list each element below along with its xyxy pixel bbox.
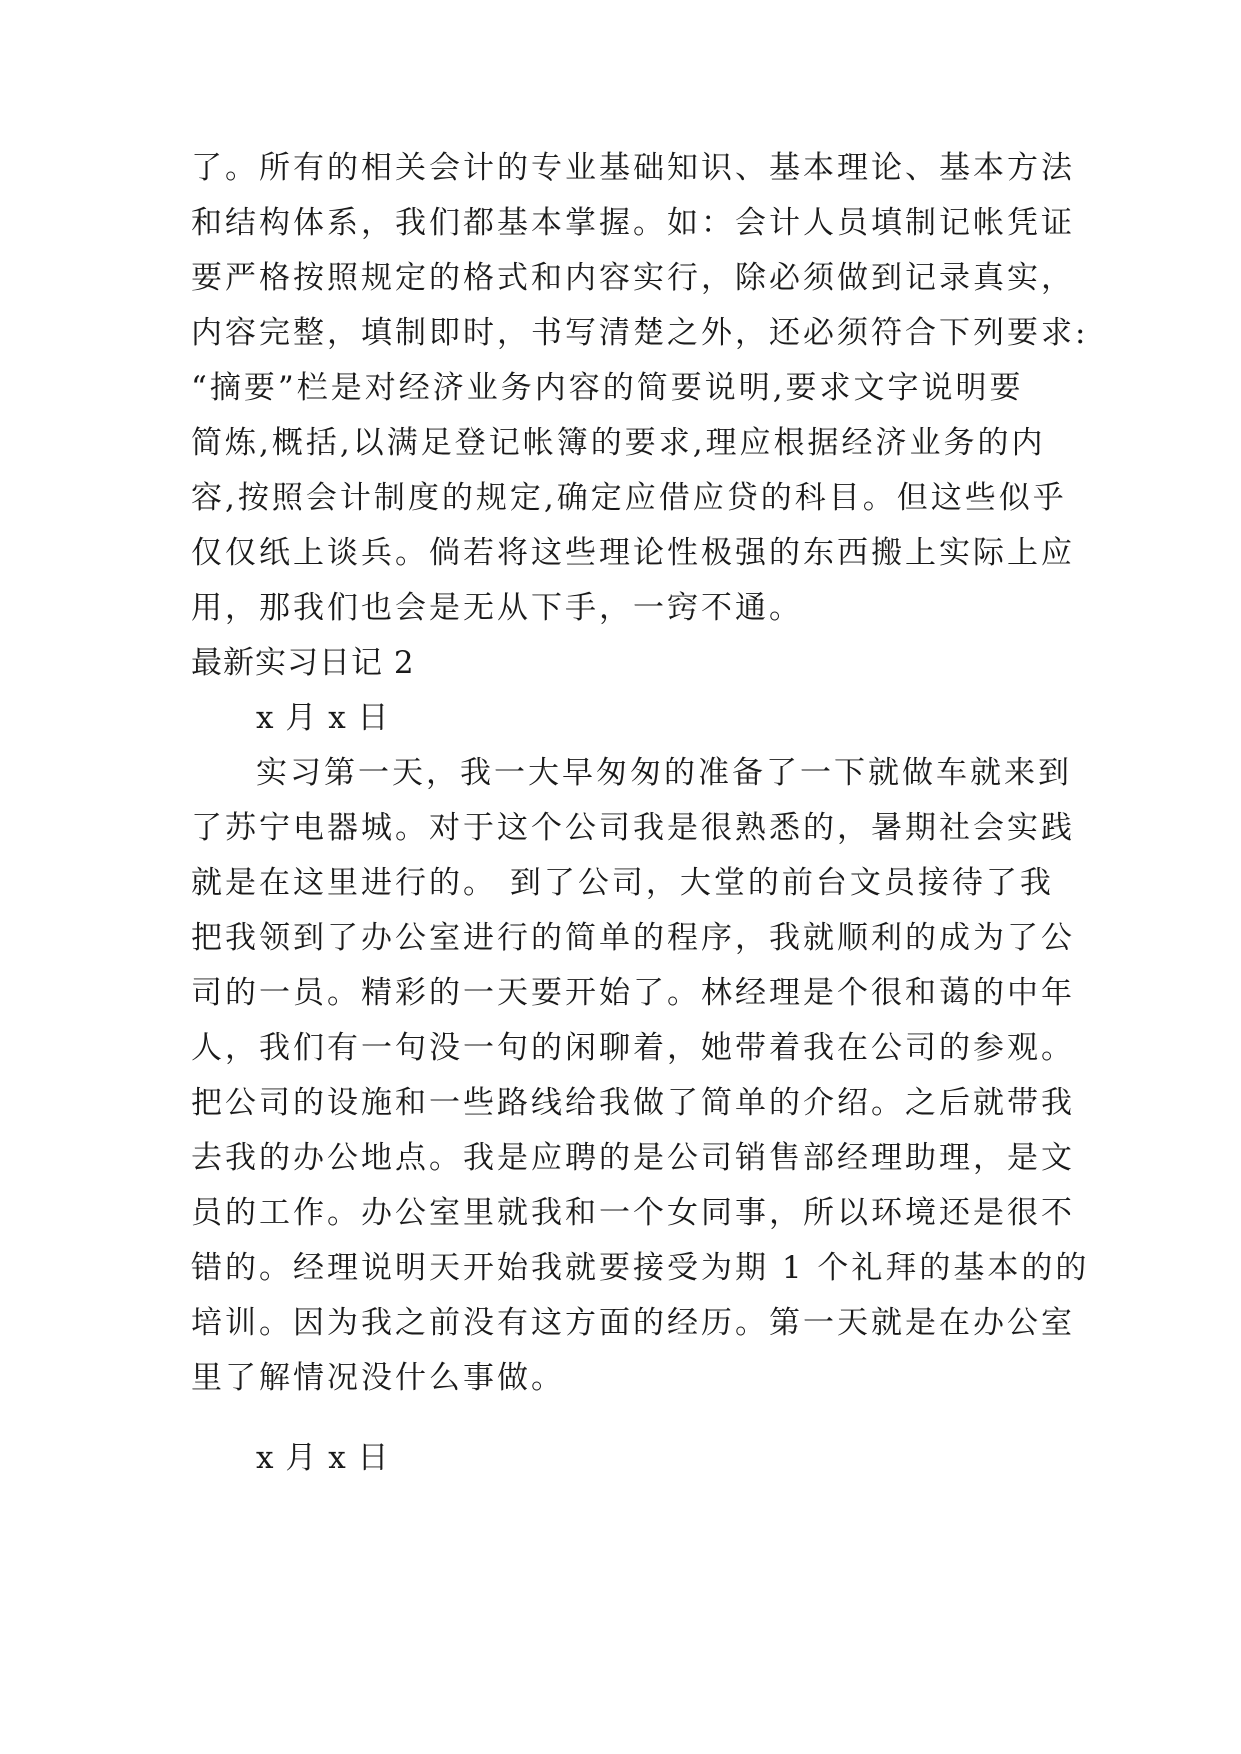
paragraph-line: 司的一员。精彩的一天要开始了。林经理是个很和蔼的中年 bbox=[191, 975, 1075, 1011]
paragraph-line: 去我的办公地点。我是应聘的是公司销售部经理助理，是文 bbox=[191, 1140, 1075, 1176]
paragraph-line: 培训。因为我之前没有这方面的经历。第一天就是在办公室 bbox=[191, 1305, 1075, 1341]
paragraph-line: 和结构体系，我们都基本掌握。如：会计人员填制记帐凭证 bbox=[191, 205, 1075, 241]
paragraph-line: 就是在这里进行的。 到了公司，大堂的前台文员接待了我 bbox=[191, 865, 1054, 901]
paragraph-line: 要严格按照规定的格式和内容实行，除必须做到记录真实， bbox=[191, 260, 1075, 296]
paragraph-line: 内容完整，填制即时，书写清楚之外，还必须符合下列要求: bbox=[191, 315, 1089, 351]
paragraph-line: 人，我们有一句没一句的闲聊着，她带着我在公司的参观。 bbox=[191, 1030, 1075, 1066]
paragraph-line: 用，那我们也会是无从下手，一窍不通。 bbox=[191, 590, 803, 626]
paragraph-line: 了苏宁电器城。对于这个公司我是很熟悉的，暑期社会实践 bbox=[191, 810, 1075, 846]
paragraph-line: 员的工作。办公室里就我和一个女同事，所以环境还是很不 bbox=[191, 1195, 1075, 1231]
paragraph-line: 简炼,概括,以满足登记帐簿的要求,理应根据经济业务的内 bbox=[191, 425, 1046, 461]
paragraph-line: 了。所有的相关会计的专业基础知识、基本理论、基本方法 bbox=[191, 150, 1075, 186]
diary-date: x 月 x 日 bbox=[256, 1440, 390, 1476]
paragraph-line: 实习第一天，我一大早匆匆的准备了一下就做车就来到 bbox=[256, 755, 1072, 791]
paragraph-line: 错的。经理说明天开始我就要接受为期 1 个礼拜的基本的的 bbox=[191, 1250, 1090, 1286]
paragraph-line: “摘要”栏是对经济业务内容的简要说明,要求文字说明要 bbox=[191, 370, 1024, 406]
paragraph-line: 里了解情况没什么事做。 bbox=[191, 1360, 565, 1396]
paragraph-line: 把公司的设施和一些路线给我做了简单的介绍。之后就带我 bbox=[191, 1085, 1075, 1121]
paragraph-line: 把我领到了办公室进行的简单的程序，我就顺利的成为了公 bbox=[191, 920, 1075, 956]
diary-date: x 月 x 日 bbox=[256, 700, 390, 736]
section-heading: 最新实习日记 2 bbox=[191, 645, 415, 681]
paragraph-line: 容,按照会计制度的规定,确定应借应贷的科目。但这些似乎 bbox=[191, 480, 1067, 516]
paragraph-line: 仅仅纸上谈兵。倘若将这些理论性极强的东西搬上实际上应 bbox=[191, 535, 1075, 571]
